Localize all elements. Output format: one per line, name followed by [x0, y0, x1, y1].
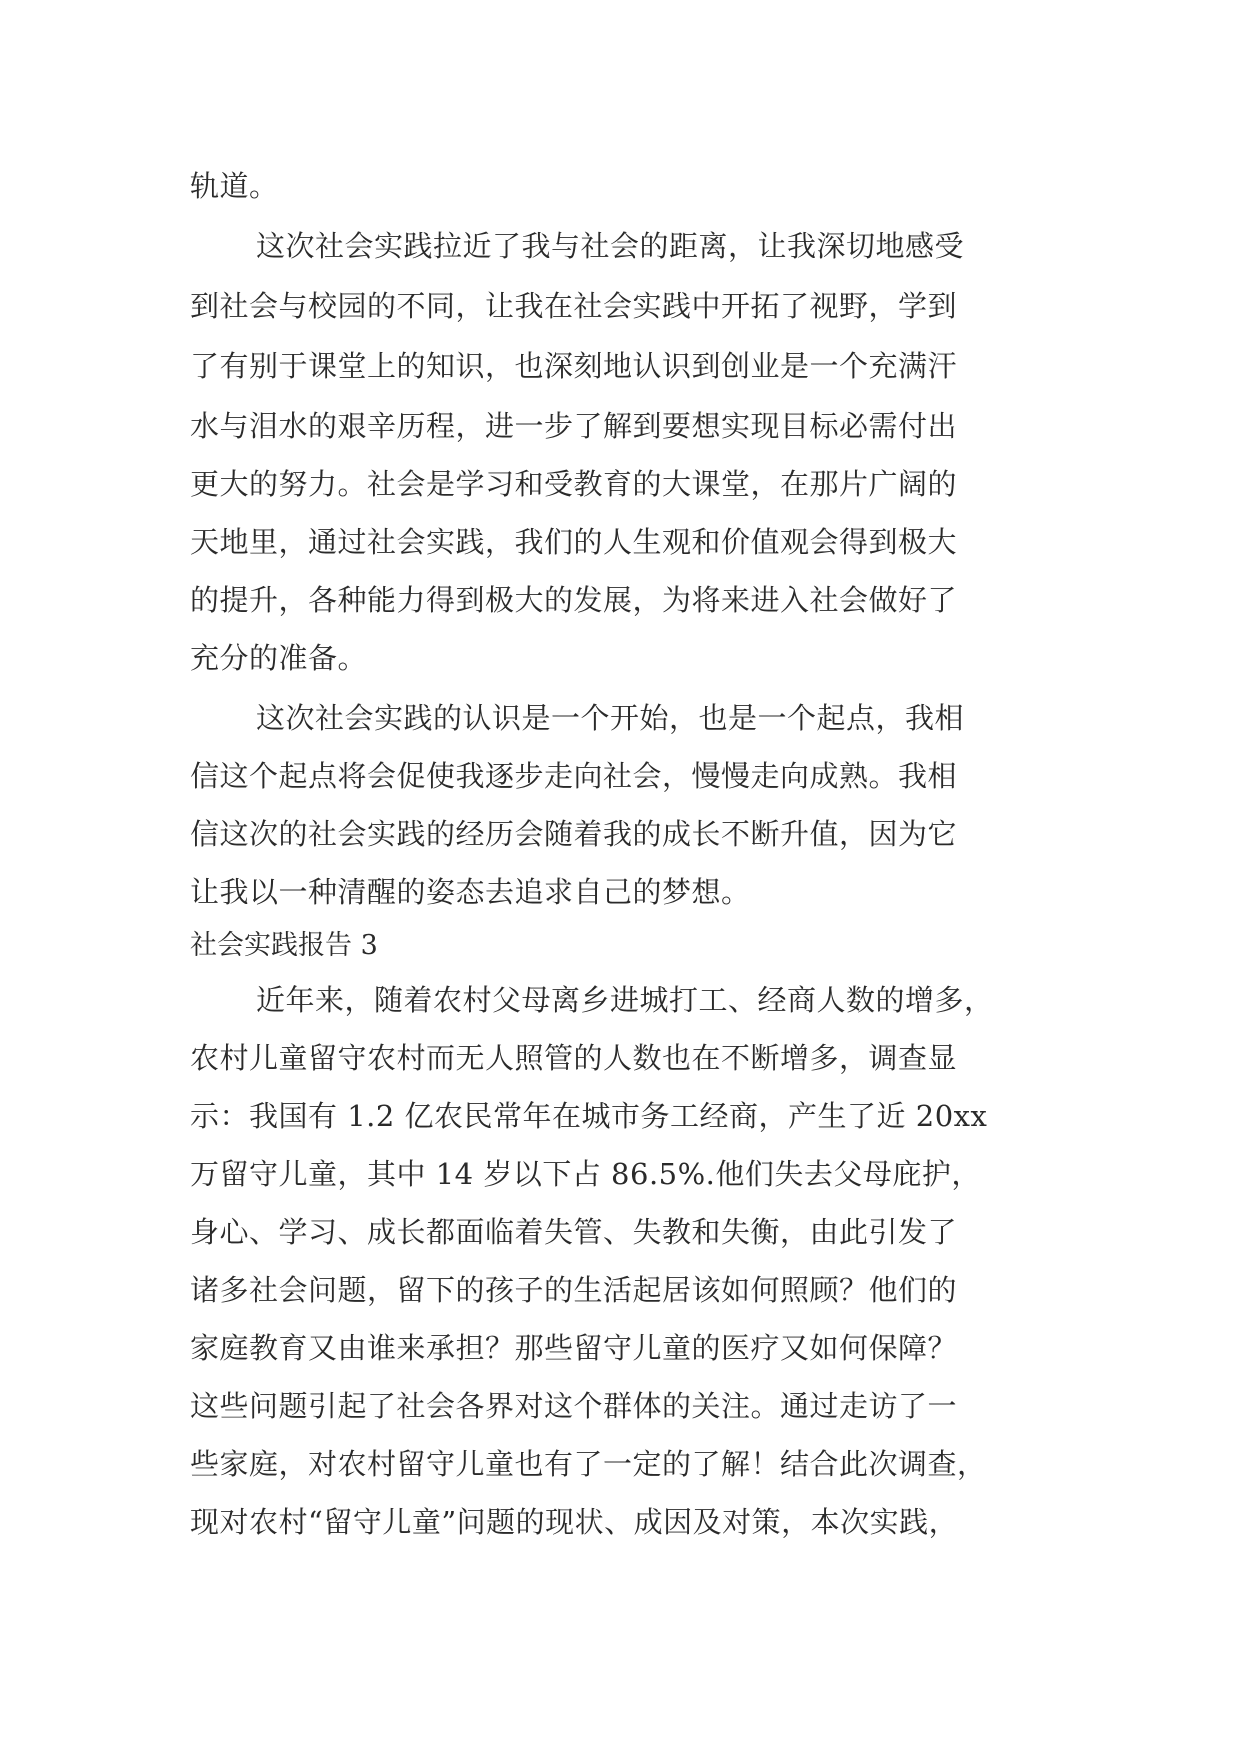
text-line: 现对农村“留守儿童”问题的现状、成因及对策，本次实践，: [190, 1505, 959, 1539]
text-line: 诸多社会问题，留下的孩子的生活起居该如何照顾？他们的: [190, 1273, 958, 1307]
text-line: 更大的努力。社会是学习和受教育的大课堂，在那片广阔的: [190, 467, 958, 501]
text-line: 这些问题引起了社会各界对这个群体的关注。通过走访了一: [190, 1389, 958, 1423]
text-line: 信这次的社会实践的经历会随着我的成长不断升值，因为它: [190, 817, 958, 851]
text-line: 天地里，通过社会实践，我们的人生观和价值观会得到极大: [190, 525, 958, 559]
text-line: 万留守儿童，其中 14 岁以下占 86.5%.他们失去父母庇护，: [190, 1157, 981, 1191]
text-line: 的提升，各种能力得到极大的发展，为将来进入社会做好了: [190, 583, 958, 617]
paragraph-first-line: 近年来，随着农村父母离乡进城打工、经商人数的增多，: [256, 983, 994, 1017]
text-line: 家庭教育又由谁来承担？那些留守儿童的医疗又如何保障？: [190, 1331, 958, 1365]
paragraph-first-line: 这次社会实践拉近了我与社会的距离，让我深切地感受: [256, 229, 965, 263]
text-line: 充分的准备。: [190, 641, 368, 675]
text-line: 信这个起点将会促使我逐步走向社会，慢慢走向成熟。我相: [190, 759, 958, 793]
section-heading: 社会实践报告 3: [190, 930, 378, 961]
text-line: 了有别于课堂上的知识，也深刻地认识到创业是一个充满汗: [190, 349, 958, 383]
text-line: 到社会与校园的不同，让我在社会实践中开拓了视野，学到: [190, 289, 958, 323]
text-line: 身心、学习、成长都面临着失管、失教和失衡，由此引发了: [190, 1215, 958, 1249]
text-line: 轨道。: [190, 169, 279, 203]
paragraph-first-line: 这次社会实践的认识是一个开始，也是一个起点，我相: [256, 701, 965, 735]
text-line: 水与泪水的艰辛历程，进一步了解到要想实现目标必需付出: [190, 409, 958, 443]
text-line: 些家庭，对农村留守儿童也有了一定的了解！结合此次调查，: [190, 1447, 987, 1481]
text-line: 农村儿童留守农村而无人照管的人数也在不断增多，调查显: [190, 1041, 958, 1075]
text-line: 让我以一种清醒的姿态去追求自己的梦想。: [190, 875, 751, 909]
text-line: 示：我国有 1.2 亿农民常年在城市务工经商，产生了近 20xx: [190, 1099, 988, 1133]
